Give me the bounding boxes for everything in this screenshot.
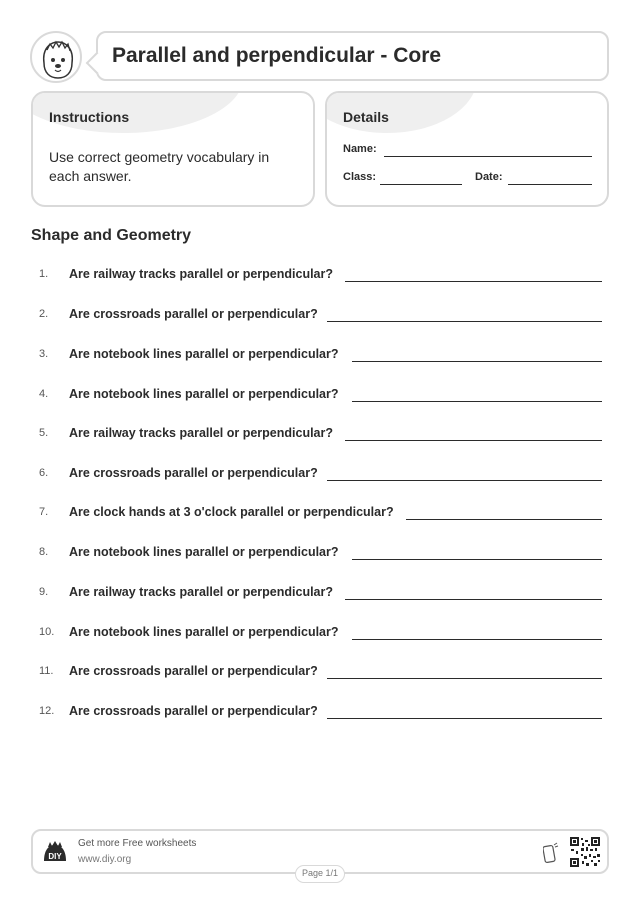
answer-line[interactable] <box>352 401 602 402</box>
question-number: 9. <box>39 586 49 598</box>
date-label: Date: <box>475 171 503 183</box>
question-text: Are crossroads parallel or perpendicular? <box>69 307 318 321</box>
question-text: Are notebook lines parallel or perpendicular? <box>69 545 339 559</box>
answer-line[interactable] <box>345 440 602 441</box>
instructions-heading: Instructions <box>49 109 130 125</box>
instructions-panel <box>31 91 315 207</box>
phone-scan-icon <box>543 842 559 864</box>
question-number: 5. <box>39 427 49 439</box>
answer-line[interactable] <box>327 718 602 719</box>
page-indicator: Page 1/1 <box>295 865 345 883</box>
question-text: Are crossroads parallel or perpendicular? <box>69 704 318 718</box>
question-text: Are crossroads parallel or perpendicular? <box>69 664 318 678</box>
footer-url[interactable]: www.diy.org <box>78 854 132 865</box>
details-heading: Details <box>343 109 389 125</box>
answer-line[interactable] <box>352 361 602 362</box>
question-number: 4. <box>39 388 49 400</box>
question-number: 2. <box>39 308 49 320</box>
mascot-avatar <box>30 31 82 83</box>
answer-line[interactable] <box>345 281 602 282</box>
class-field[interactable] <box>380 184 462 185</box>
answer-line[interactable] <box>352 639 602 640</box>
question-item <box>31 543 602 563</box>
answer-line[interactable] <box>352 559 602 560</box>
section-heading: Shape and Geometry <box>31 227 192 244</box>
question-item <box>31 662 602 682</box>
name-field[interactable] <box>384 156 592 157</box>
question-item <box>31 503 602 523</box>
answer-line[interactable] <box>327 678 602 679</box>
question-text: Are railway tracks parallel or perpendicular? <box>69 585 334 599</box>
question-item <box>31 265 602 285</box>
qr-code-icon <box>569 836 601 868</box>
answer-line[interactable] <box>345 599 602 600</box>
question-text: Are crossroads parallel or perpendicular? <box>69 466 318 480</box>
question-text: Are railway tracks parallel or perpendicular? <box>69 267 334 281</box>
date-field[interactable] <box>508 184 592 185</box>
question-text: Are notebook lines parallel or perpendicular? <box>69 387 339 401</box>
question-item <box>31 305 602 325</box>
question-number: 1. <box>39 268 49 280</box>
diy-logo-text: DIY <box>48 852 62 861</box>
question-text: Are railway tracks parallel or perpendicular? <box>69 426 334 440</box>
question-item <box>31 583 602 603</box>
details-panel <box>325 91 609 207</box>
title-box <box>96 31 609 81</box>
question-number: 12. <box>39 705 55 717</box>
question-item <box>31 424 602 444</box>
answer-line[interactable] <box>406 519 602 520</box>
answer-line[interactable] <box>327 321 602 322</box>
question-number: 6. <box>39 467 49 479</box>
footer-promo-text: Get more Free worksheets <box>78 838 197 849</box>
question-item <box>31 702 602 722</box>
question-text: Are notebook lines parallel or perpendicular? <box>69 347 339 361</box>
question-number: 8. <box>39 546 49 558</box>
question-item <box>31 464 602 484</box>
diy-logo <box>42 841 68 865</box>
question-number: 10. <box>39 626 55 638</box>
question-item <box>31 345 602 365</box>
question-number: 11. <box>39 665 54 677</box>
class-label: Class: <box>343 171 377 183</box>
instructions-text: Use correct geometry vocabulary in each answer. <box>49 149 270 184</box>
question-text: Are notebook lines parallel or perpendicular? <box>69 625 339 639</box>
question-item <box>31 623 602 643</box>
question-item <box>31 385 602 405</box>
answer-line[interactable] <box>327 480 602 481</box>
question-number: 3. <box>39 348 49 360</box>
question-text: Are clock hands at 3 o'clock parallel or perpendicular? <box>69 505 394 519</box>
page-title: Parallel and perpendicular - Core <box>112 44 442 67</box>
question-number: 7. <box>39 506 49 518</box>
name-label: Name: <box>343 143 377 155</box>
